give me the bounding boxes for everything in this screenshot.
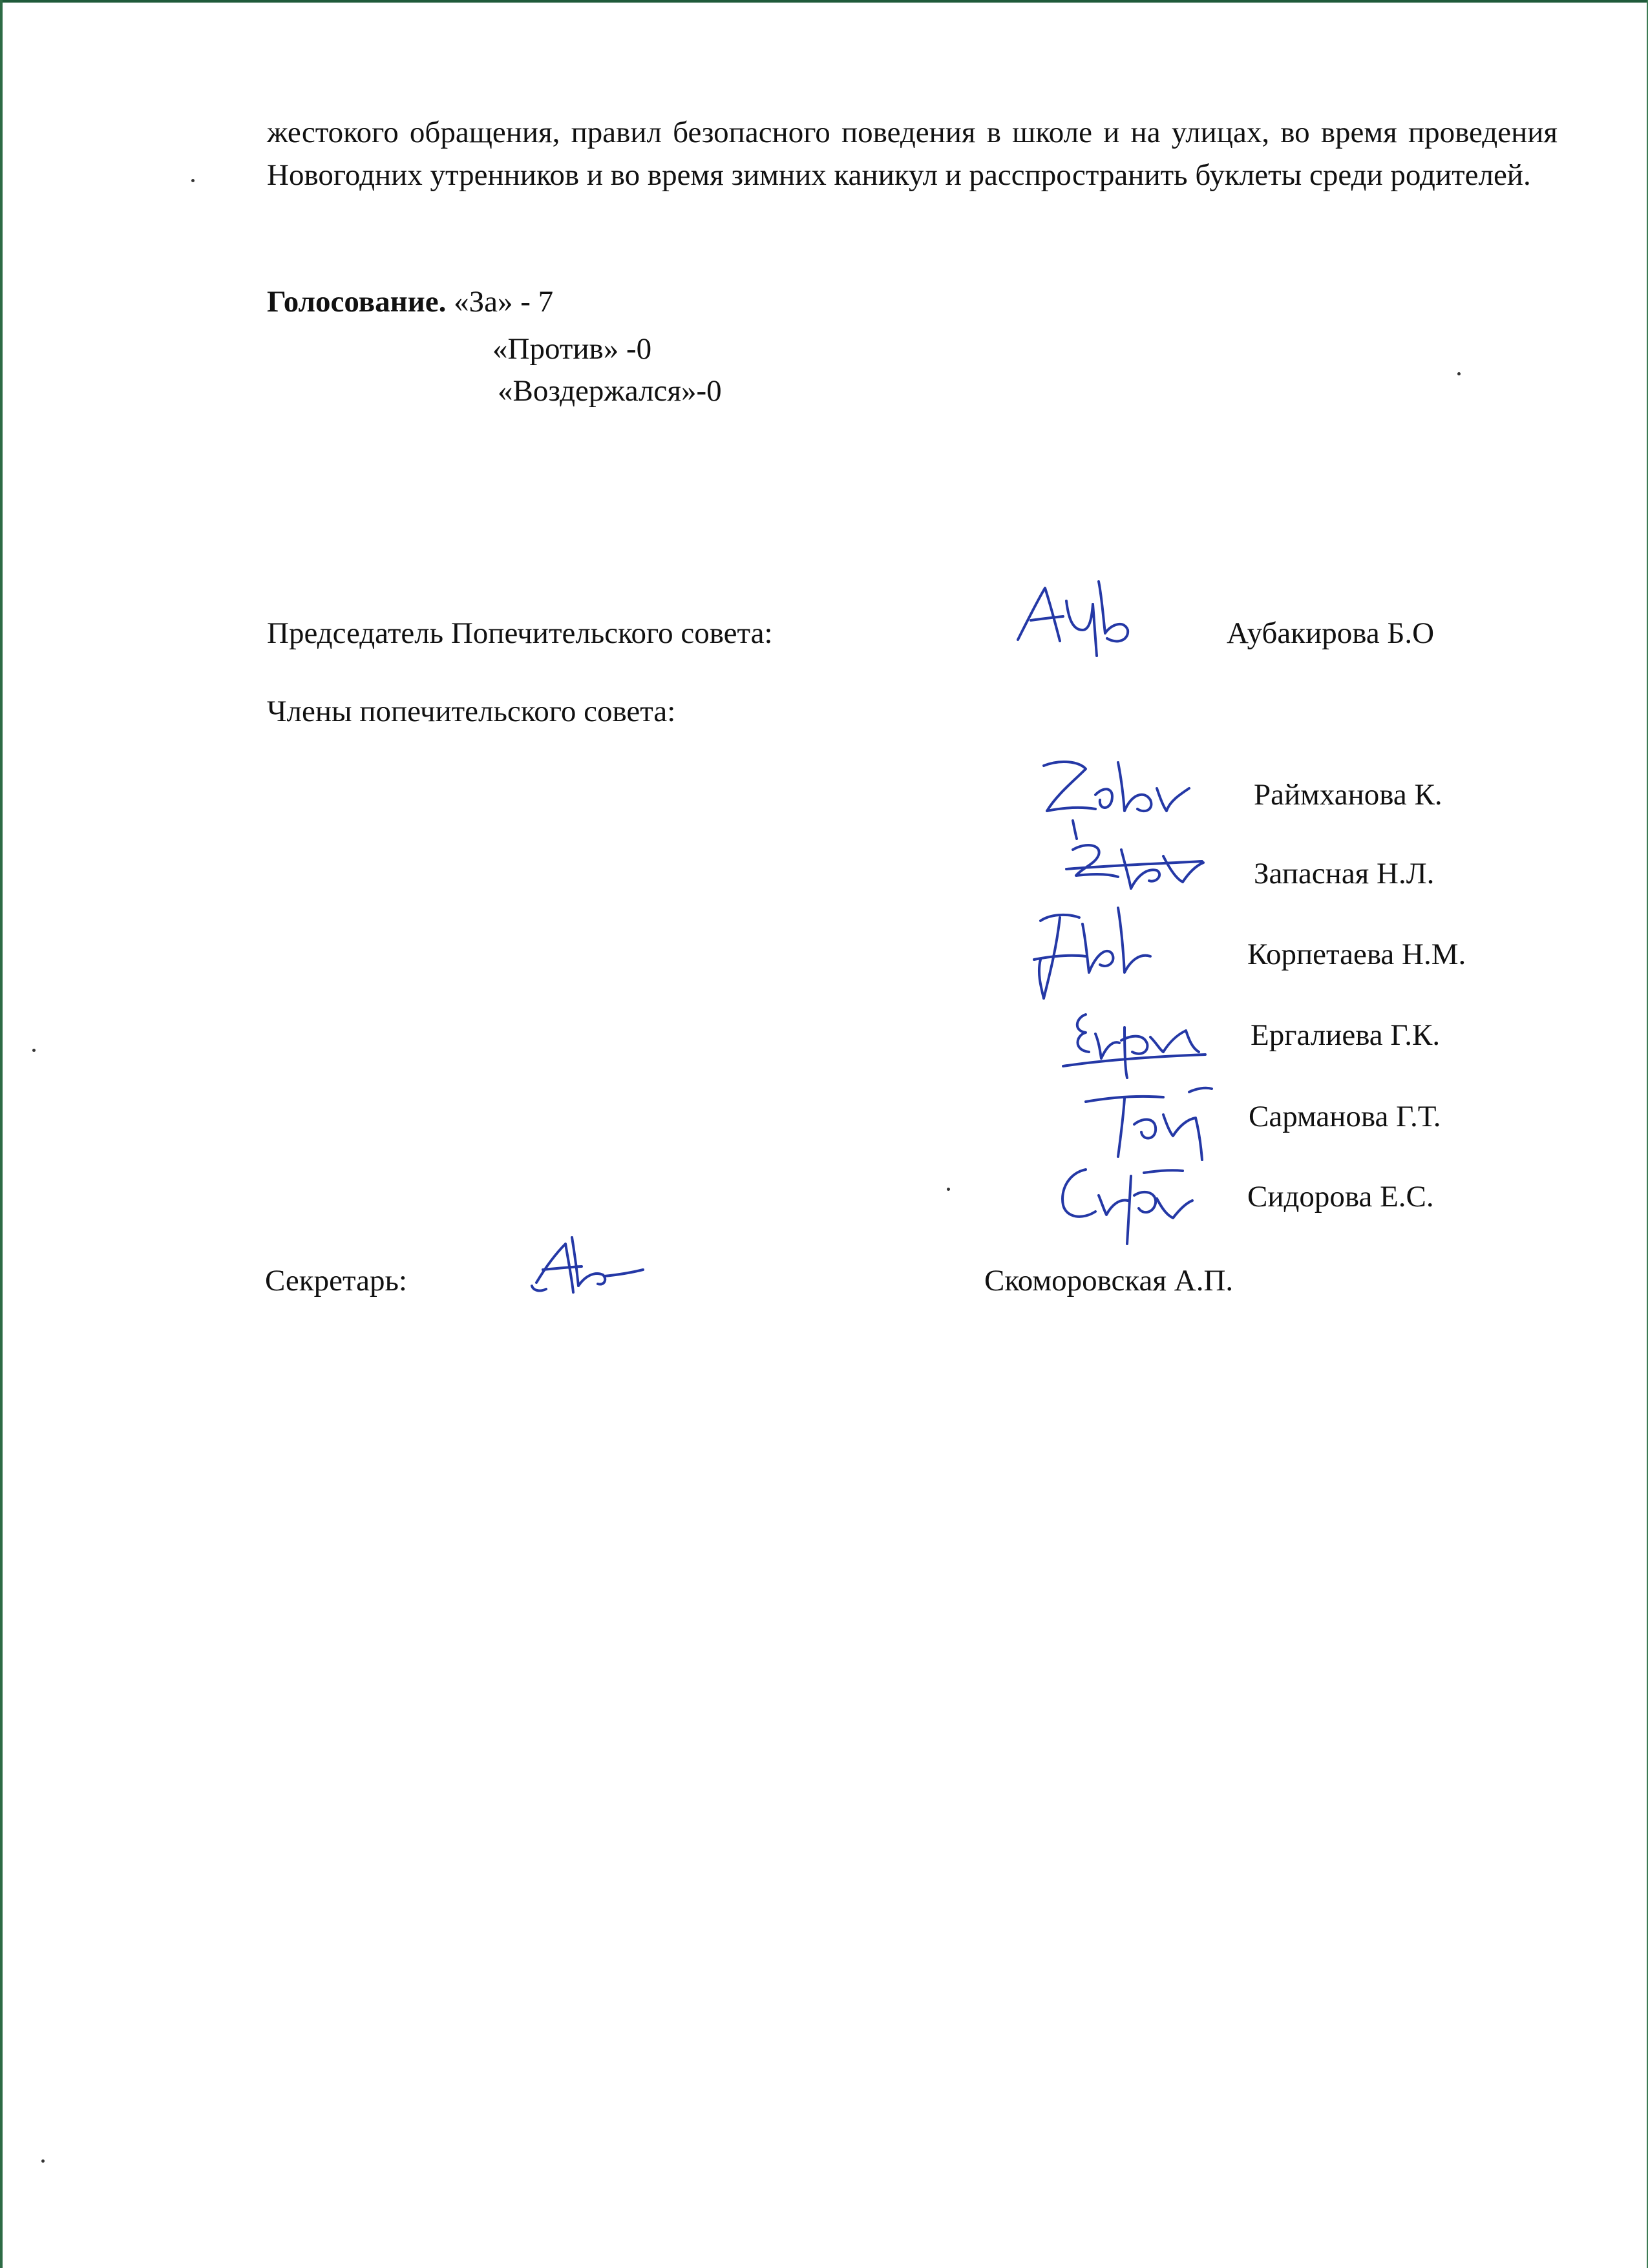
- member-name-5: Сарманова Г.Т.: [1249, 1100, 1441, 1133]
- scan-edge-top: [0, 0, 1648, 3]
- secretary-name: Скоморовская А.П.: [984, 1264, 1234, 1297]
- chair-signature: [1005, 569, 1134, 659]
- voting-abstained: «Воздержался»-0: [498, 374, 722, 408]
- scan-speck: [32, 1049, 36, 1052]
- chair-role: Председатель Попечительского совета:: [267, 616, 773, 650]
- voting-for-line: [267, 282, 553, 321]
- scan-speck: [1457, 372, 1461, 375]
- member-signature-6: [1047, 1157, 1196, 1247]
- member-name-2: Запасная Н.Л.: [1254, 857, 1435, 890]
- voting-for: «За» - 7: [454, 285, 554, 319]
- member-signature-3: [1021, 895, 1157, 1005]
- member-name-3: Корпетаева Н.М.: [1247, 938, 1466, 971]
- member-signature-2: [1060, 830, 1209, 901]
- scan-speck: [947, 1188, 950, 1191]
- member-signature-4: [1060, 995, 1209, 1079]
- member-name-1: Раймханова К.: [1254, 778, 1442, 812]
- scan-edge-left: [0, 0, 3, 2268]
- voting-label: Голосование.: [267, 285, 447, 319]
- voting-against: «Против» -0: [492, 332, 652, 366]
- chair-name: Аубакирова Б.О: [1227, 616, 1435, 650]
- resolution-paragraph: жестокого обращения, правил безопасного поведения в школе и на улицах, во время проведения Новогодних утренников и во время зимних каникул и расспространить буклеты среди родителей.: [267, 116, 1558, 192]
- member-name-4: Ергалиева Г.К.: [1251, 1018, 1441, 1052]
- scan-speck: [191, 179, 195, 182]
- secretary-role: Секретарь:: [265, 1264, 407, 1297]
- members-heading: Члены попечительского совета:: [267, 695, 676, 728]
- member-name-6: Сидорова Е.С.: [1247, 1180, 1434, 1213]
- member-signature-5: [1073, 1079, 1215, 1163]
- secretary-signature: [527, 1231, 650, 1302]
- scan-speck: [41, 2159, 45, 2163]
- member-signature-1: [1034, 750, 1202, 840]
